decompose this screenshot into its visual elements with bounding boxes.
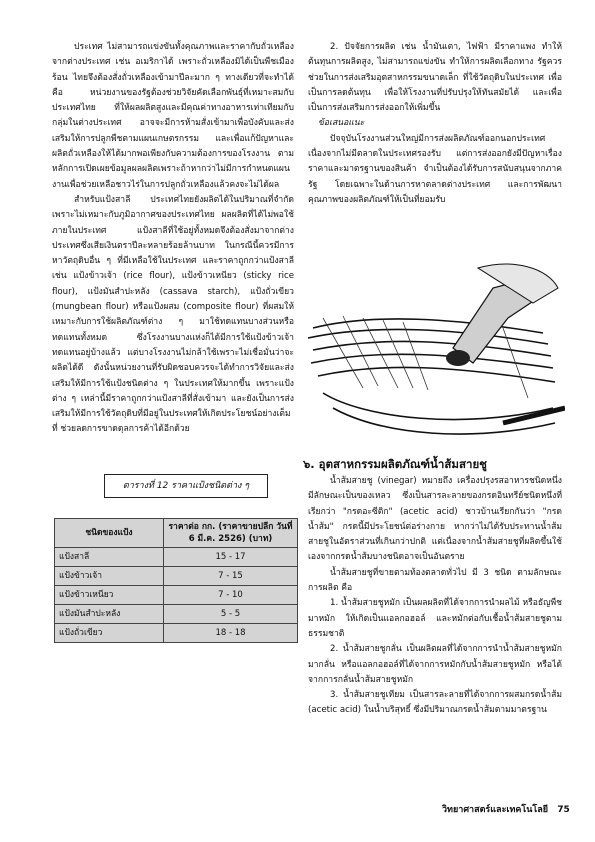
left-paragraph-1: ประเทศ ไม่สามารถแข่งขันทั้งคุณภาพและราคากับถั่วเหลืองจากต่างประเทศ เช่น อเมริกาได้ เพราะถั่วเหลืองมิได้เป็นพืชเมืองร้อน ไทยจึงต้องสั่งถั่วเหลืองเข้ามาปีละมาก ๆ ทางเดียวที่จะทำได้คือ หน่วยงานของรัฐต้องช่วยวิจัยคัดเลือกพันธุ์ที่เหมาะสมกับประเทศไทย ที่ให้ผลผลิตสูงและมีคุณค่าทางอาหารเท่าเทียมกับกลุ่มในต่างประเทศ อาจจะมีการห้ามสั่งเข้ามาเพื่อบังคับและส่งเสริมให้การปลูกพืชตามแผนเกษตรกรรม และเพื่อแก้ปัญหาและผลิตถั่วเหลืองให้ได้มากพอเพียงกับความต้องการของโรงงาน ตามหลักการเปิดเผยข้อมูลผลผลิตเพราะถ้าหากว่าไม่มีการกำหนดแผนงานเพื่อช่วยเหลือชาวไร่ในการปลูกถั่วเหลืองแล้วคงจะไม่ได้ผล xyxy=(52,42,294,190)
right-paragraph-2: ปัจจุบันโรงงานส่วนใหญ่มีการส่งผลิตภัณฑ์ออกนอกประเทศ เนื่องจากไม่มีตลาดในประเทศรองรับ แต่การส่งออกยังมีปัญหาเรื่องราคาและมาตรฐานของสินค้า จำเป็นต้องได้รับการสนับสนุนจากภาครัฐ โดยเฉพาะในด้านการหาตลาดต่างประเทศ และการพัฒนาคุณภาพของผลิตภัณฑ์ให้เป็นที่ยอมรับ xyxy=(308,133,562,205)
flour-price-table xyxy=(54,518,298,643)
right-paragraph-4: น้ำส้มสายชูที่ขายตามท้องตลาดทั่วไป มี 3 ชนิด ตามลักษณะการผลิต คือ xyxy=(308,567,562,594)
row-name: แป้งมันสำปะหลัง xyxy=(55,605,164,624)
row-price: 15 - 17 xyxy=(164,548,298,567)
row-name: แป้งข้าวเหนียว xyxy=(55,586,164,605)
row-price: 7 - 10 xyxy=(164,586,298,605)
table-row xyxy=(55,548,298,567)
subheading: ข้อเสนอแนะ xyxy=(318,118,365,129)
row-price: 18 - 18 xyxy=(164,624,298,643)
section-heading: ๖. อุตสาหกรรมผลิตภัณฑ์น้ำส้มสายชู xyxy=(303,457,487,471)
right-paragraph-3: น้ำส้มสายชู (vinegar) หมายถึง เครื่องปรุงรสอาหารชนิดหนึ่ง มีลักษณะเป็นของเหลว ซึ่งเป็นสารละลายของกรดอินทรีย์ชนิดหนึ่งที่เรียกว่า "กรดอะซีติก" (acetic acid) ชาวบ้านเรียกกันว่า "กรดน้ำส้ม" กรดนี้มีประโยชน์ต่อร่างกาย หากว่าไม่ได้รับประทานน้ำส้มสายชูในอัตราส่วนที่เกินกว่าปกติ แต่เนื่องจากน้ำส้มสายชูที่ผลิตขึ้นใช้เองจากกรดน้ำส้มบางชนิดอาจเป็นอันตราย xyxy=(308,476,562,563)
right-paragraph-1: 2. ปัจจัยการผลิต เช่น น้ำมันเตา, ไฟฟ้า มีราคาแพง ทำให้ต้นทุนการผลิตสูง, ไม่สามารถแข่งขัน ทำให้การผลิตเลือกทาง รัฐควรช่วยในการส่งเสริมอุตสาหกรรมขนาดเล็ก ที่ใช้วัตถุดิบในประเทศ เพื่อเป็นการลดต้นทุน เพื่อให้โรงงานที่ปรับปรุงให้ทันสมัยได้ และเพื่อเป็นการส่งเสริมการส่งออกให้เพิ่มขึ้น xyxy=(308,42,562,114)
row-name: แป้งถั่วเขียว xyxy=(55,624,164,643)
table-caption: ตารางที่ 12 ราคาแป้งชนิดต่าง ๆ xyxy=(104,474,268,498)
left-paragraph-2: สำหรับแป้งสาลี ประเทศไทยยังผลิตได้ในปริมาณที่จำกัดเพราะไม่เหมาะกับภูมิอากาศของประเทศไทย ผลผลิตที่ได้ไม่พอใช้ภายในประเทศ แป้งสาลีที่ใช้อยู่ทั้งหมดจึงต้องสั่งมาจากต่างประเทศซึ่งเสียเงินตราปีละหลายร้อยล้านบาท ในกรณีนี้ควรมีการหาวัตถุดิบอื่น ๆ ที่มีเหลือใช้ในประเทศ และราคาถูกกว่าแป้งสาลี เช่น แป้งข้าวเจ้า (rice flour), แป้งข้าวเหนียว (sticky rice flour), แป้งมันสำปะหลัง (cassava starch), แป้งถั่วเขียว (mungbean flour) หรือแป้งผสม (composite flour) ที่ผสมให้เหมาะกับการใช้ผลิตภัณฑ์ต่าง ๆ มาใช้ทดแทนบางส่วนหรือทดแทนทั้งหมด ซึ่งโรงงานบางแห่งก็ได้มีการใช้แป้งข้าวเจ้าทดแทนอยู่บ้างแล้ว แต่บางโรงงานไม่กล้าใช้เพราะไม่เชื่อมั่นว่าจะผลิตได้ดี ดังนั้นหน่วยงานที่รับผิดชอบควรจะได้ทำการวิจัยและส่งเสริมให้มีการใช้แป้งชนิดต่าง ๆ ในประเทศให้มากขึ้น เพราะแป้งต่าง ๆ เหล่านี้มีราคาถูกกว่าแป้งสาลีที่สั่งเข้ามา และยังเป็นการส่งเสริมให้มีการใช้วัตถุดิบที่มีอยู่ในประเทศให้เกิดประโยชน์อย่างเต็มที่ ช่วยลดการขาดดุลการค้าได้อีกด้วย xyxy=(52,194,294,435)
page-footer xyxy=(442,802,570,816)
cooking-illustration xyxy=(303,258,565,448)
table-row xyxy=(55,567,298,586)
table-row xyxy=(55,624,298,643)
table-header-row xyxy=(55,519,298,548)
row-name: แป้งสาลี xyxy=(55,548,164,567)
table-row xyxy=(55,605,298,624)
table-row xyxy=(55,586,298,605)
list-item: 3. น้ำส้มสายชูเทียม เป็นสารละลายที่ได้จากการผสมกรดน้ำส้ม (acetic acid) ในน้ำบริสุทธิ์ ซึ่งมีปริมาณกรดน้ำส้มตามมาตรฐาน xyxy=(308,690,562,716)
row-price: 5 - 5 xyxy=(164,605,298,624)
left-column xyxy=(52,40,294,438)
footer-text: วิทยาศาสตร์และเทคโนโลยี xyxy=(442,805,549,815)
page-number: 75 xyxy=(557,805,570,815)
list-item: 2. น้ำส้มสายชูกลั่น เป็นผลิตผลที่ได้จากการนำน้ำส้มสายชูหมักมากลั่น หรือแอลกอฮอล์ที่ได้จากการหมักกับน้ำส้มสายชูหมัก หรือได้จากการกลั่นน้ำส้มสายชูหมัก xyxy=(308,644,562,685)
right-column-top xyxy=(308,40,562,208)
row-price: 7 - 15 xyxy=(164,567,298,586)
row-name: แป้งข้าวเจ้า xyxy=(55,567,164,586)
list-item: 1. น้ำส้มสายชูหมัก เป็นผลผลิตที่ได้จากการนำผลไม้ หรือธัญพืชมาหมัก ให้เกิดเป็นแอลกอฮอล์ และหมักต่อกับเชื้อน้ำส้มสายชูตามธรรมชาติ xyxy=(308,598,562,639)
header-price: ราคาต่อ กก. (ราคาขายปลีก วันที่ 6 มี.ค. 2526) (บาท) xyxy=(164,519,298,548)
right-column-bottom xyxy=(308,474,562,719)
header-flour-type: ชนิดของแป้ง xyxy=(55,519,164,548)
